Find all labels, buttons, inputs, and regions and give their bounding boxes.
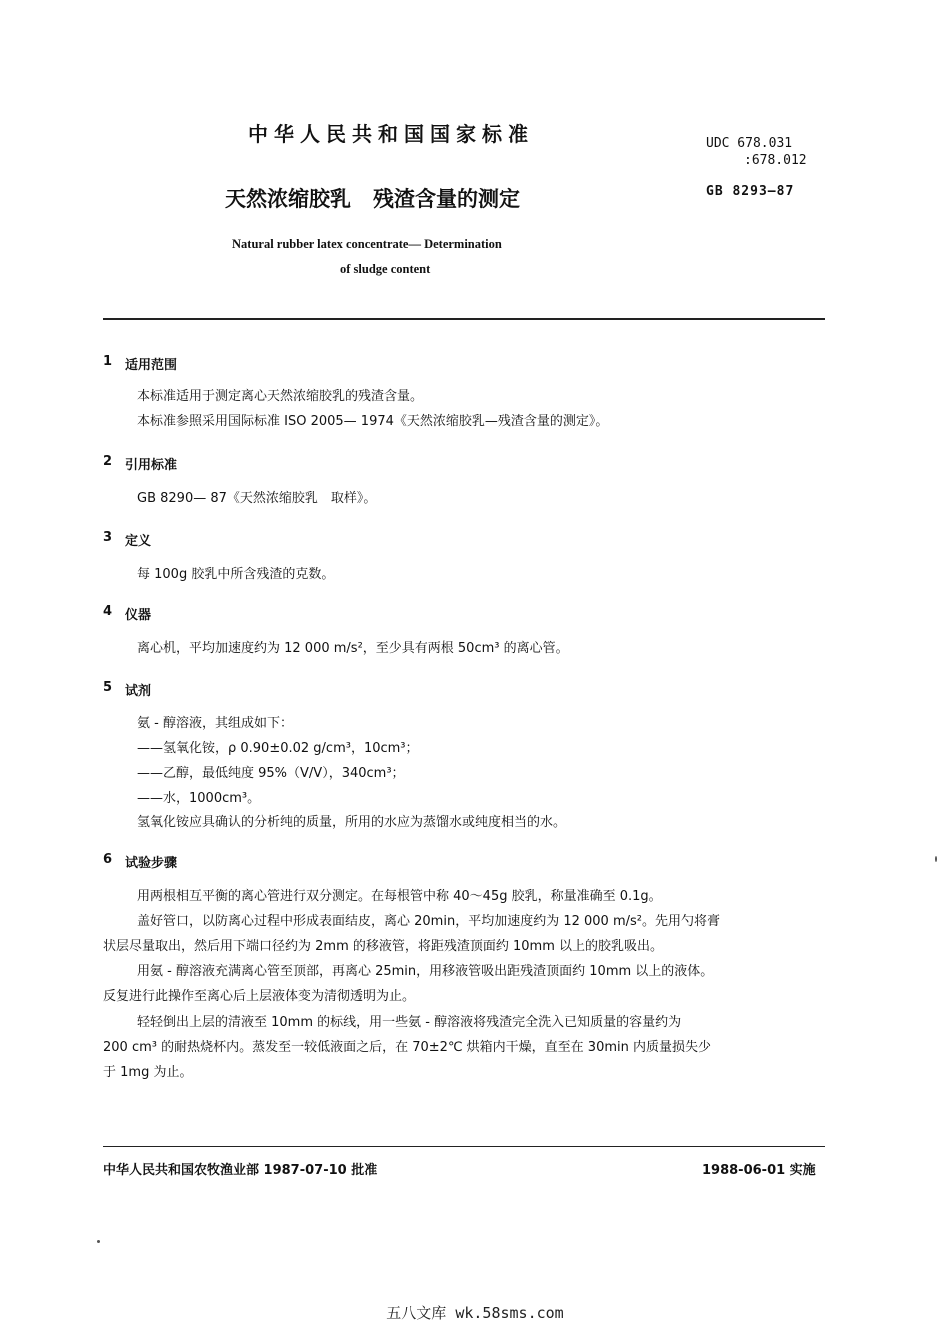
title-part-1: 天然浓缩胶乳 <box>225 187 351 211</box>
section-4-line-1: 离心机，平均加速度约为 12 000 m/s²，至少具有两根 50cm³ 的离心管。 <box>137 641 569 656</box>
scan-speck <box>935 856 937 862</box>
section-6-line-5: 反复进行此操作至离心后上层液体变为清彻透明为止。 <box>103 989 416 1004</box>
national-standard-heading: 中华人民共和国国家标准 <box>248 122 534 146</box>
english-title-line-1: Natural rubber latex concentrate— Determination <box>232 237 502 251</box>
standard-number: GB 8293—87 <box>706 184 795 199</box>
section-5-line-5: 氢氧化铵应具确认的分析纯的质量，所用的水应为蒸馏水或纯度相当的水。 <box>137 815 567 830</box>
section-2-title: 引用标准 <box>125 458 178 473</box>
english-title-line-2: of sludge content <box>340 262 431 276</box>
section-5-number: 5 <box>103 680 113 695</box>
implementation-date: 1988-06-01 实施 <box>702 1163 816 1178</box>
section-6-line-4: 用氨 - 醇溶液充满离心管至顶部，再离心 25min，用移液管吸出距残渣顶面约 10mm 以上的液体。 <box>137 964 714 979</box>
section-5-line-1: 氨 - 醇溶液，其组成如下： <box>137 716 293 731</box>
section-6-title: 试验步骤 <box>125 856 178 871</box>
english-title <box>232 232 502 282</box>
section-6-line-3: 状层尽量取出，然后用下端口径约为 2mm 的移液管，将距残渣顶面约 10mm 以上的胶乳吸出。 <box>103 939 663 954</box>
section-6-line-1: 用两根相互平衡的离心管进行双分测定。在每根管中称 40～45g 胶乳，称量准确至 0.1g。 <box>137 889 662 904</box>
document-title <box>225 183 520 213</box>
section-5-line-4: ——水，1000cm³。 <box>137 791 261 806</box>
footer-divider <box>103 1146 825 1147</box>
section-6-number: 6 <box>103 852 113 867</box>
section-6-line-7: 200 cm³ 的耐热烧杯内。蒸发至一较低液面之后，在 70±2℃ 烘箱内干燥，直至在 30min 内质量损失少 <box>103 1040 711 1055</box>
section-2-line-1: GB 8290— 87《天然浓缩胶乳 取样》。 <box>137 491 377 506</box>
section-6-line-8: 于 1mg 为止。 <box>103 1065 193 1080</box>
section-4-number: 4 <box>103 604 113 619</box>
section-1-number: 1 <box>103 354 113 369</box>
section-3-number: 3 <box>103 530 113 545</box>
section-1-line-1: 本标准适用于测定离心天然浓缩胶乳的残渣含量。 <box>137 389 424 404</box>
section-6-line-2: 盖好管口，以防离心过程中形成表面结皮，离心 20min，平均加速度约为 12 000 m/s²。先用勺将膏 <box>137 914 720 929</box>
approval-note: 中华人民共和国农牧渔业部 1987-07-10 批准 <box>103 1163 378 1178</box>
section-1-line-2: 本标准参照采用国际标准 ISO 2005— 1974《天然浓缩胶乳—残渣含量的测定》。 <box>137 414 609 429</box>
udc-line-2: :678.012 <box>744 153 807 168</box>
title-part-2: 残渣含量的测定 <box>373 187 520 211</box>
section-4-title: 仪器 <box>125 608 152 623</box>
header-divider <box>103 318 825 320</box>
section-1-title: 适用范围 <box>125 358 178 373</box>
section-5-title: 试剂 <box>125 684 152 699</box>
site-watermark: 五八文库 wk.58sms.com <box>386 1304 564 1322</box>
section-3-line-1: 每 100g 胶乳中所含残渣的克数。 <box>137 567 335 582</box>
udc-line-1: UDC 678.031 <box>706 136 793 151</box>
section-5-line-2: ——氢氧化铵，ρ 0.90±0.02 g/cm³，10cm³； <box>137 741 419 756</box>
scan-speck <box>97 1240 100 1243</box>
section-2-number: 2 <box>103 454 113 469</box>
section-5-line-3: ——乙醇，最低纯度 95%（V/V），340cm³； <box>137 766 405 781</box>
section-6-line-6: 轻轻倒出上层的清液至 10mm 的标线，用一些氨 - 醇溶液将残渣完全洗入已知质量的容量约为 <box>137 1015 682 1030</box>
udc-code <box>706 135 807 169</box>
section-3-title: 定义 <box>125 534 152 549</box>
